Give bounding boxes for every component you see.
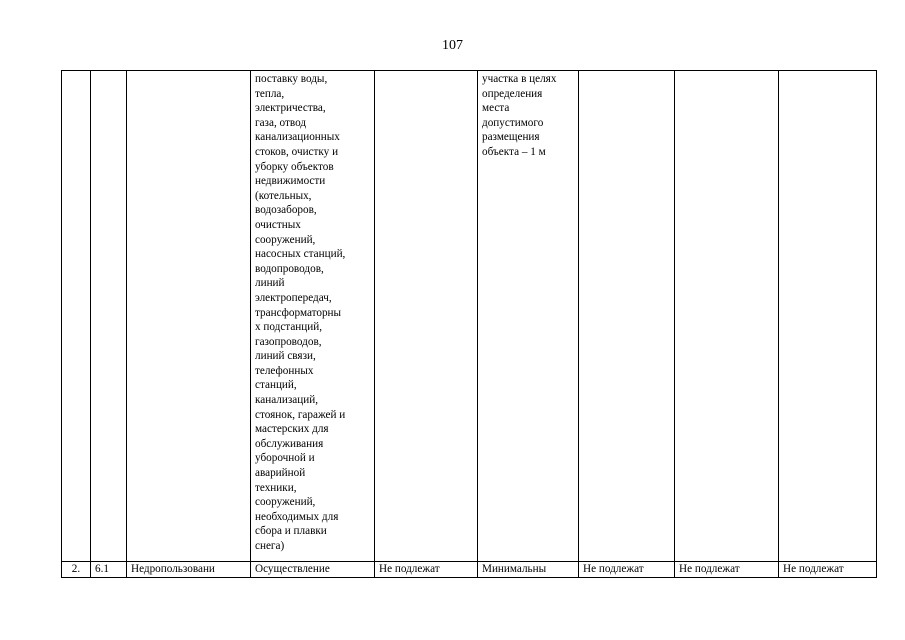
cell-col5: Не подлежат	[375, 562, 478, 578]
cell-col9: Не подлежат	[779, 562, 877, 578]
cell-setback: участка в целях определения места допустимого размещения объекта – 1 м	[478, 71, 579, 562]
cell-code	[91, 71, 127, 562]
cell-col7	[579, 71, 675, 562]
cell-col9	[779, 71, 877, 562]
table-row	[62, 562, 877, 578]
regulations-table	[61, 70, 877, 578]
table-row-continuation	[62, 71, 877, 562]
cell-code: 6.1	[91, 562, 127, 578]
page-number: 107	[442, 38, 463, 53]
cell-setback: Минимальны	[478, 562, 579, 578]
cell-use-name	[127, 71, 251, 562]
cell-use-name: Недропользовани	[127, 562, 251, 578]
cell-use-description: Осуществление	[251, 562, 375, 578]
cell-number	[62, 71, 91, 562]
cell-use-description: поставку воды, тепла, электричества, газа, отвод канализационных стоков, очистку и уборку объектов недвижимости (котельных, водозаборов, очистных сооружений, насосных станций, водопроводов, линий электропередач, трансформаторны х подстанций, газопроводов, линий связи, телефонных станций, канализаций, стоянок, гаражей и мастерских для обслуживания уборочной и аварийной техники, сооружений, необходимых для сбора и плавки снега)	[251, 71, 375, 562]
cell-col7: Не подлежат	[579, 562, 675, 578]
cell-col8	[675, 71, 779, 562]
cell-number: 2.	[62, 562, 91, 578]
cell-col5	[375, 71, 478, 562]
cell-col8: Не подлежат	[675, 562, 779, 578]
